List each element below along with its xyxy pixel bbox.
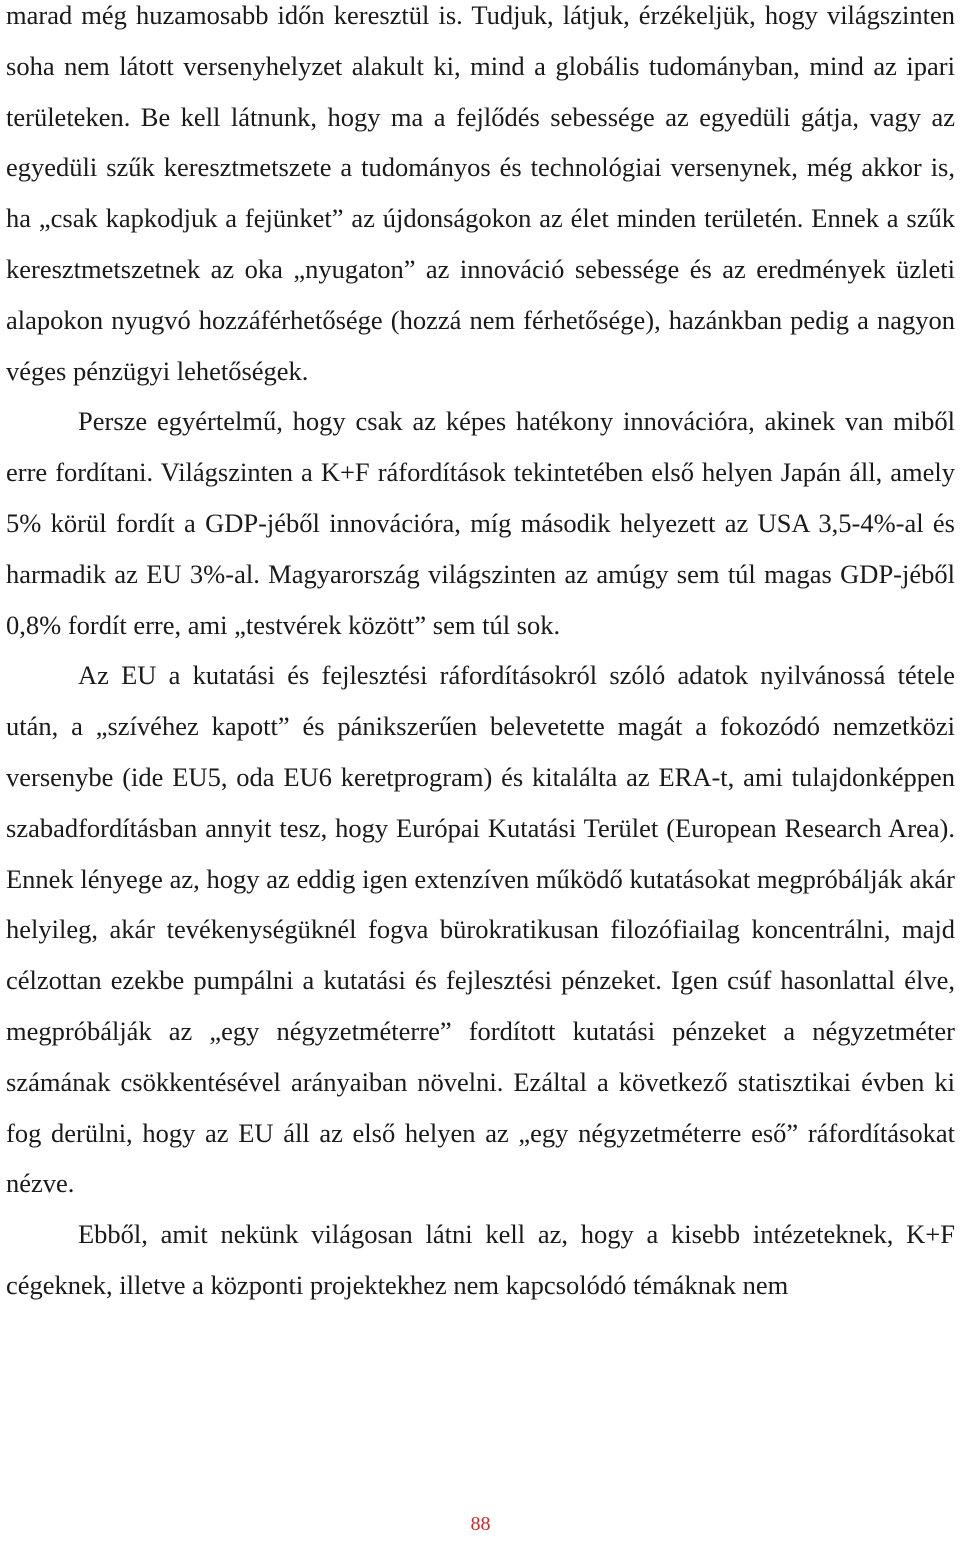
document-page xyxy=(6,0,955,1541)
page-number: 88 xyxy=(470,1513,491,1535)
body-text xyxy=(6,0,955,1311)
paragraph-3: Az EU a kutatási és fejlesztési ráfordításokról szóló adatok nyilvánossá tétele után, a „szívéhez kapott” és pánikszerűen belevetette magát a fokozódó nemzetközi versenybe (ide EU5, oda EU6 keretprogram) és kitalálta az ERA-t, ami tulajdonképpen szabadfordításban annyit tesz, hogy Európai Kutatási Terület (European Research Area). Ennek lényege az, hogy az eddig igen extenzíven működő kutatásokat megpróbálják akár helyileg, akár tevékenységüknél fogva bürokratikusan filozófiailag koncentrálni, majd célzottan ezekbe pumpálni a kutatási és fejlesztési pénzeket. Igen csúf hasonlattal élve, megpróbálják az „egy négyzetméterre” fordított kutatási pénzeket a négyzetméter számának csökkentésével arányaiban növelni. Ezáltal a következő statisztikai évben ki fog derülni, hogy az EU áll az első helyen az „egy négyzetméterre eső” ráfordításokat nézve. xyxy=(6,660,955,1199)
paragraph-2: Persze egyértelmű, hogy csak az képes hatékony innovációra, akinek van miből erre fordítani. Világszinten a K+F ráfordítások tekintetében első helyen Japán áll, amely 5% körül fordít a GDP-jéből innovációra, míg második helyezett az USA 3,5-4%-al és harmadik az EU 3%-al. Magyarország világszinten az amúgy sem túl magas GDP-jéből 0,8% fordít erre, ami „testvérek között” sem túl sok. xyxy=(6,406,955,640)
paragraph-4: Ebből, amit nekünk világosan látni kell az, hogy a kisebb intézeteknek, K+F cégeknek, illetve a központi projektekhez nem kapcsolódó témáknak nem xyxy=(6,1219,955,1300)
paragraph-1: marad még huzamosabb időn keresztül is. Tudjuk, látjuk, érzékeljük, hogy világszinten soha nem látott versenyhelyzet alakult ki, mind a globális tudományban, mind az ipari területeken. Be kell látnunk, hogy ma a fejlődés sebessége az egyedüli gátja, vagy az egyedüli szűk keresztmetszete a tudományos és technológiai versenynek, még akkor is, ha „csak kapkodjuk a fejünket” az újdonságokon az élet minden területén. Ennek a szűk keresztmetszetnek az oka „nyugaton” az innováció sebessége és az eredmények üzleti alapokon nyugvó hozzáférhetősége (hozzá nem férhetősége), hazánkban pedig a nagyon véges pénzügyi lehetőségek. xyxy=(6,0,955,386)
